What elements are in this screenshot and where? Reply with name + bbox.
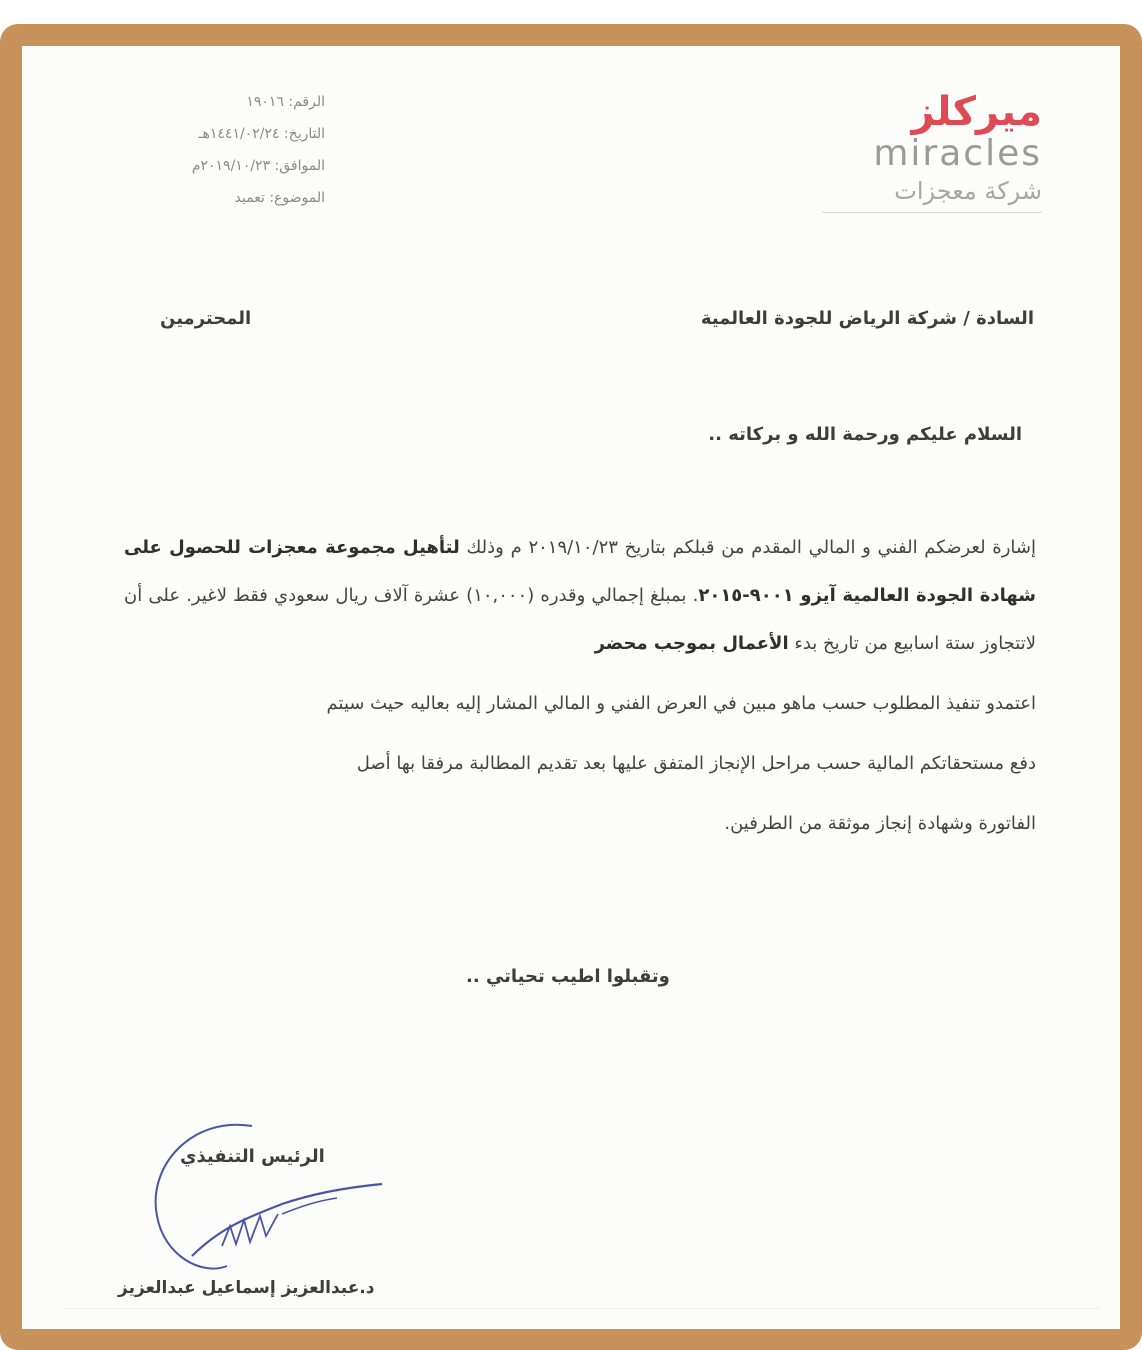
- letter-subject: الموضوع: تعميد: [234, 190, 325, 206]
- company-logo: [822, 90, 1042, 213]
- body-paragraph-3: دفع مستحقاتكم المالية حسب مراحل الإنجاز المتفق عليها بعد تقديم المطالبة مرفقا بها أصل: [356, 753, 1036, 774]
- logo-english-text: miracles: [873, 133, 1042, 174]
- closing-line: وتقبلوا اطيب تحياتي ..: [466, 966, 670, 987]
- footer-divider: [62, 1308, 1100, 1309]
- recipient-line: السادة / شركة الرياض للجودة العالمية: [700, 308, 1034, 329]
- document-frame: [0, 24, 1142, 1350]
- letter-metadata: [45, 86, 325, 214]
- letter-body: [124, 524, 1036, 860]
- letter-number: الرقم: ١٩٠١٦: [246, 94, 325, 110]
- logo-subtitle: شركة معجزات: [822, 174, 1042, 213]
- body-paragraph-2: اعتمدو تنفيذ المطلوب حسب ماهو مبين في العرض الفني و المالي المشار إليه بعاليه حيث سيتم: [326, 693, 1036, 714]
- letter-date-hijri: التاريخ: ١٤٤١/٠٢/٢٤هـ: [198, 126, 325, 142]
- handwritten-signature-icon: [132, 1106, 402, 1281]
- greeting: السلام عليكم ورحمة الله و بركاته ..: [708, 424, 1022, 445]
- signatory-title: الرئيس التنفيذي: [180, 1146, 325, 1167]
- logo-arabic-text: ميركلز: [911, 89, 1042, 135]
- letter-page: [22, 46, 1120, 1329]
- letter-date-gregorian: الموافق: ٢٠١٩/١٠/٢٣م: [191, 158, 325, 174]
- signatory-name: د.عبدالعزيز إسماعيل عبدالعزيز: [118, 1278, 375, 1298]
- body-paragraph-1: إشارة لعرضكم الفني و المالي المقدم من قبلكم بتاريخ ٢٠١٩/١٠/٢٣ م وذلك لتأهيل مجموعة معجزات للحصول على شهادة الجودة العالمية آيزو ٩٠٠١-٢٠١٥. بمبلغ إجمالي وقدره (١٠,٠٠٠) عشرة آلاف ريال سعودي فقط لاغير. على أن لاتتجاوز ستة اسابيع من تاريخ بدء الأعمال بموجب محضر: [124, 537, 1036, 654]
- body-paragraph-4: الفاتورة وشهادة إنجاز موثقة من الطرفين.: [724, 813, 1036, 834]
- honorific: المحترمين: [160, 308, 252, 329]
